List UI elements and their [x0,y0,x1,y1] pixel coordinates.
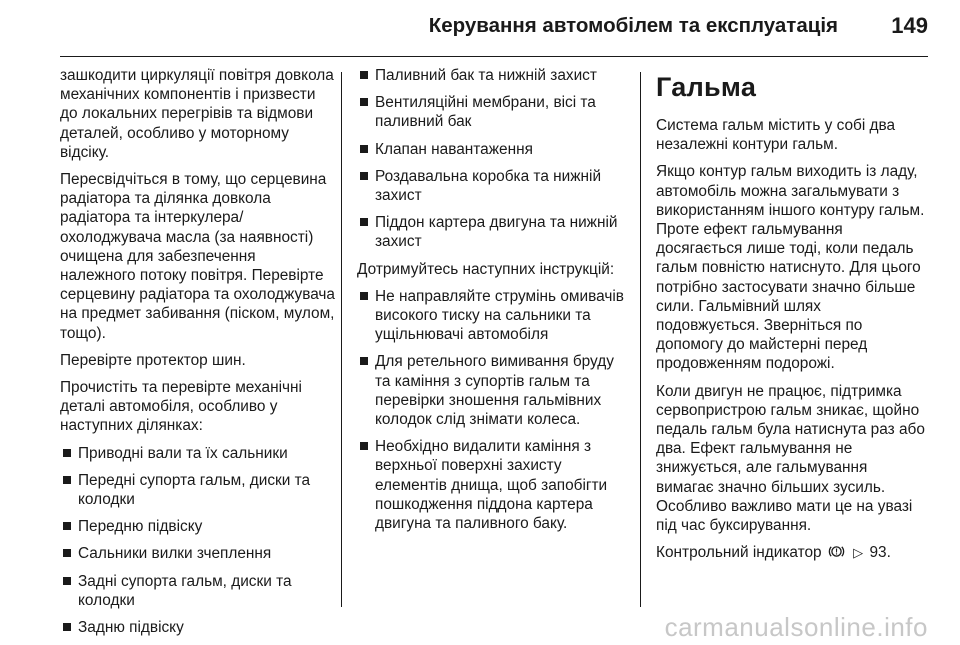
paragraph: Перевірте протектор шин. [60,351,246,369]
column-1 [60,66,335,645]
section-title: Гальма [656,72,757,102]
page-header [0,0,960,54]
list-item: Піддон картера двигуна та нижній захист [357,213,627,251]
header-rule [60,56,928,57]
list-item: Задню підвіску [60,618,335,637]
page-title: Керування автомобілем та експлуатація [428,14,838,37]
list-item: Приводні вали та їх сальники [60,444,335,463]
bullet-list [357,66,627,252]
list-item: Задні супорта гальм, диски та колодки [60,572,335,610]
indicator-text: Контрольний індикатор [656,544,822,562]
page-reference-arrow-icon: ▷ [853,545,864,561]
list-item: Сальники вилки зчеплення [60,544,335,563]
page-reference[interactable]: 93. [869,544,891,562]
list-item: Не направляйте струмінь омивачів високого тиску на сальники та ущільнювачі автомобіля [357,287,627,345]
list-item: Паливний бак та нижній захист [357,66,627,85]
paragraph: Дотримуйтесь наступних інструкцій: [357,260,615,278]
list-item: Роздавальна коробка та нижній захист [357,167,627,205]
watermark [0,612,960,643]
column-divider-1 [341,72,342,607]
paragraph: Система гальм містить у собі два незалежні контури гальм. [656,117,896,154]
list-item: Необхідно видалити каміння з верхньої поверхні захисту елементів днища, щоб запобігти пошкодження піддона картера двигуна та паливного баку. [357,437,627,533]
brake-warning-icon [828,544,845,564]
bullet-list [60,444,335,638]
svg-text:!: ! [834,546,838,557]
list-item: Вентиляційні мембрани, вісі та паливний бак [357,93,627,131]
list-item: Передні супорта гальм, диски та колодки [60,471,335,509]
paragraph: Пересвідчіться в тому, що серцевина радіатора та ділянка довкола радіатора та інтеркулера/ охолоджувача масла (за наявності) очищена для забезпечення належного потоку повітря. Перевірте серцевину радіатора та охолоджувача на предмет забивання (піском, мулом, тощо). [60,171,335,342]
column-divider-2 [640,72,641,607]
paragraph: Прочистіть та перевірте механічні деталі автомобіля, особливо у наступних ділянках: [60,379,302,435]
paragraph [656,543,926,564]
list-item: Для ретельного вимивання бруду та каміння з супортів гальм та перевірки зношення гальмівних колодок слід знімати колеса. [357,352,627,429]
list-item: Клапан навантаження [357,140,627,159]
paragraph: зашкодити циркуляції повітря довкола механічних компонентів і призвести до локальних перегрівів та відмови деталей, особливо у моторному відсіку. [60,67,334,161]
paragraph: Коли двигун не працює, підтримка сервопристрою гальм зникає, щойно педаль гальм була натиснута раз або два. Ефект гальмування не знижується, але гальмування вимагає значно більших зусиль. Особливо важливо мати це на увазі під час буксирування. [656,382,925,535]
column-2 [357,66,627,541]
list-item: Передню підвіску [60,517,335,536]
paragraph: Якщо контур гальм виходить із ладу, автомобіль можна загальмувати з використанням іншого контуру гальм. Проте ефект гальмування досягається лише тоді, коли педаль гальм повністю натиснуто. Для цього потрібно застосувати значно більше сили. Гальмівний шлях подовжується. Зверніться по допомогу до майстерні перед продовженням подорожі. [656,163,925,373]
bullet-list [357,287,627,533]
watermark-text: carmanualsonline.info [664,612,928,642]
page-number: 149 [891,13,928,38]
column-3 [656,66,926,572]
